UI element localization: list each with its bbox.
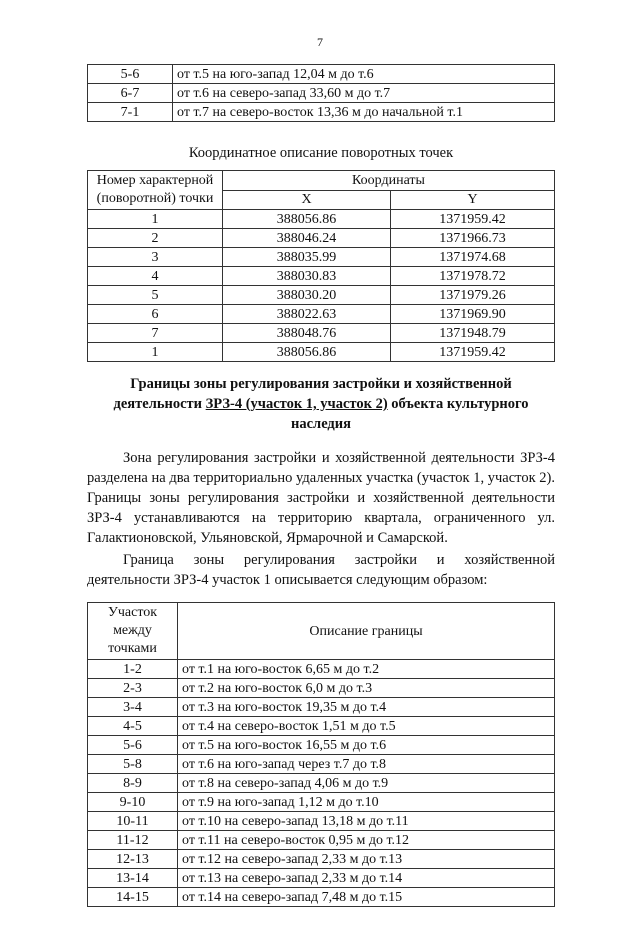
document-page [87, 0, 555, 927]
table-cell: 5-6 [88, 65, 173, 84]
table-row [88, 774, 555, 793]
table-cell: 1371969.90 [391, 305, 555, 324]
table-row [88, 793, 555, 812]
table-cell: 5 [88, 286, 223, 305]
table-cell: 1371959.42 [391, 210, 555, 229]
table-cell: 5-6 [88, 736, 178, 755]
table-cell: 388056.86 [223, 343, 391, 362]
header-desc: Описание границы [178, 603, 555, 660]
page-number: 7 [317, 35, 323, 49]
table-row [88, 229, 555, 248]
table-cell: 7-1 [88, 103, 173, 122]
table-cell: 1371948.79 [391, 324, 555, 343]
table-cell: от т.1 на юго-восток 6,65 м до т.2 [178, 660, 555, 679]
table-row [88, 679, 555, 698]
table-row [88, 324, 555, 343]
table-cell: 1 [88, 210, 223, 229]
table-row [88, 755, 555, 774]
header-point: Номер характерной (поворотной) точки [88, 171, 223, 210]
table-cell: от т.5 на юго-восток 16,55 м до т.6 [178, 736, 555, 755]
table-row [88, 831, 555, 850]
table-cell: 388030.20 [223, 286, 391, 305]
table-cell: 1-2 [88, 660, 178, 679]
table-cell: от т.12 на северо-запад 2,33 м до т.13 [178, 850, 555, 869]
table-row [88, 736, 555, 755]
table-row [88, 267, 555, 286]
table-row [88, 305, 555, 324]
table-row [88, 84, 555, 103]
table-cell: 5-8 [88, 755, 178, 774]
table-cell: 3-4 [88, 698, 178, 717]
table-cell: от т.14 на северо-запад 7,48 м до т.15 [178, 888, 555, 907]
coord-table-caption: Координатное описание поворотных точек [188, 145, 454, 161]
section-heading [87, 374, 555, 434]
table-cell: 388030.83 [223, 267, 391, 286]
table-row [88, 869, 555, 888]
table-row [88, 103, 555, 122]
table-cell: 2 [88, 229, 223, 248]
paragraph-1: Зона регулирования застройки и хозяйственной деятельности ЗРЗ-4 разделена на два территориально удаленных участка (участок 1, участок 2). Границы зоны регулирования застройки и хозяйственной деятельности ЗРЗ-4 устанавливаются на территорию квартала, ограниченного ул. Галактионовской, Ульяновской, Ярмарочной и Самарской. [87, 450, 555, 546]
table-cell: 8-9 [88, 774, 178, 793]
header-x: X [223, 190, 391, 210]
table-cell: 388046.24 [223, 229, 391, 248]
table-row [88, 248, 555, 267]
table-cell: от т.5 на юго-запад 12,04 м до т.6 [173, 65, 555, 84]
table-row [88, 65, 555, 84]
table-cell: 1371966.73 [391, 229, 555, 248]
table-cell: от т.2 на юго-восток 6,0 м до т.3 [178, 679, 555, 698]
table-cell: 10-11 [88, 812, 178, 831]
table-cell: 12-13 [88, 850, 178, 869]
table-cell: от т.11 на северо-восток 0,95 м до т.12 [178, 831, 555, 850]
table-cell: 13-14 [88, 869, 178, 888]
coordinates-table [87, 170, 555, 362]
table-row [88, 210, 555, 229]
table-cell: от т.13 на северо-запад 2,33 м до т.14 [178, 869, 555, 888]
table-cell: 388048.76 [223, 324, 391, 343]
table-cell: 1371959.42 [391, 343, 555, 362]
table-row [88, 698, 555, 717]
table-cell: 388035.99 [223, 248, 391, 267]
table-row [88, 717, 555, 736]
table-cell: от т.3 на юго-восток 19,35 м до т.4 [178, 698, 555, 717]
table-cell: 2-3 [88, 679, 178, 698]
boundary-table-section1 [87, 602, 555, 907]
table-row [88, 286, 555, 305]
table-row [88, 343, 555, 362]
table-cell: 388056.86 [223, 210, 391, 229]
table-row [88, 850, 555, 869]
table-row [88, 812, 555, 831]
table-cell: 1371978.72 [391, 267, 555, 286]
table-cell: 4-5 [88, 717, 178, 736]
table-cell: 1 [88, 343, 223, 362]
table-cell: 7 [88, 324, 223, 343]
header-y: Y [391, 190, 555, 210]
heading-text: Границы зоны регулирования застройки и хозяйственной деятельности [113, 376, 512, 412]
header-segment: Участок между точками [88, 603, 178, 660]
paragraph-2: Граница зоны регулирования застройки и хозяйственной деятельности ЗРЗ-4 участок 1 описывается следующим образом: [87, 552, 555, 588]
table-cell: от т.9 на юго-запад 1,12 м до т.10 [178, 793, 555, 812]
table-cell: 1371974.68 [391, 248, 555, 267]
heading-text-end: объекта культурного наследия [291, 396, 529, 432]
table-cell: 11-12 [88, 831, 178, 850]
table-cell: 6 [88, 305, 223, 324]
table-cell: от т.6 на юго-запад через т.7 до т.8 [178, 755, 555, 774]
boundary-table-continued [87, 64, 555, 122]
table-cell: от т.7 на северо-восток 13,36 м до начальной т.1 [173, 103, 555, 122]
heading-underlined: ЗРЗ-4 (участок 1, участок 2) [205, 396, 388, 412]
table-cell: 4 [88, 267, 223, 286]
table-row [88, 660, 555, 679]
table-cell: 14-15 [88, 888, 178, 907]
table-cell: 1371979.26 [391, 286, 555, 305]
table-cell: от т.4 на северо-восток 1,51 м до т.5 [178, 717, 555, 736]
table-cell: 9-10 [88, 793, 178, 812]
table-row [88, 888, 555, 907]
table-cell: от т.8 на северо-запад 4,06 м до т.9 [178, 774, 555, 793]
table-cell: 388022.63 [223, 305, 391, 324]
table-cell: 6-7 [88, 84, 173, 103]
header-coords: Координаты [223, 171, 555, 191]
table-cell: 3 [88, 248, 223, 267]
table-cell: от т.10 на северо-запад 13,18 м до т.11 [178, 812, 555, 831]
table-cell: от т.6 на северо-запад 33,60 м до т.7 [173, 84, 555, 103]
